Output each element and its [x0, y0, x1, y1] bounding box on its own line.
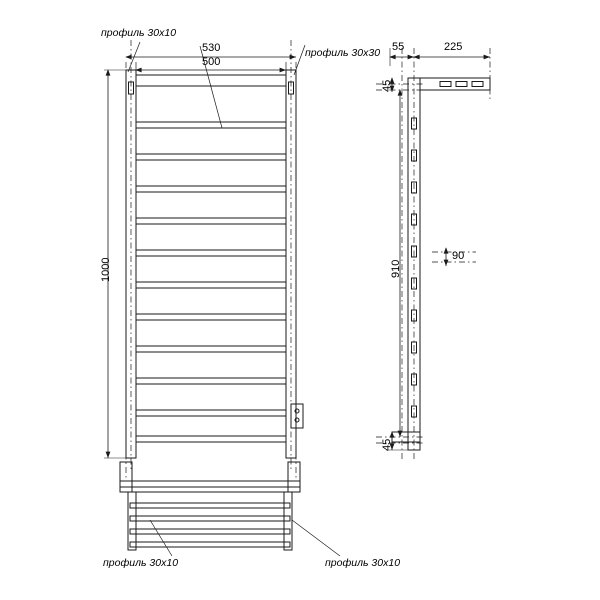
dimension-side-depth-small: 55 — [392, 41, 405, 53]
dimension-width-outer: 530 — [202, 42, 221, 54]
dimension-side-depth-large: 225 — [444, 41, 463, 53]
side-view-centerlines — [376, 48, 490, 460]
label-profile-top-right: профиль 30x30 — [305, 47, 381, 59]
control-box — [291, 404, 303, 428]
dimension-side-top-offset: 45 — [381, 79, 393, 92]
label-profile-bottom-right: профиль 30x10 — [325, 557, 401, 569]
dimension-side-height: 910 — [390, 259, 402, 278]
dimension-width-inner: 500 — [202, 56, 221, 68]
front-view-group — [120, 70, 303, 550]
front-view-centerlines — [126, 40, 296, 478]
rungs — [136, 122, 286, 442]
label-profile-bottom-left: профиль 30x10 — [103, 557, 179, 569]
shelf-rungs — [130, 503, 290, 547]
dimension-side-bottom-offset: 45 — [381, 438, 393, 451]
side-view-group — [392, 78, 490, 450]
side-view-dimensions — [386, 48, 490, 450]
dimension-height-main: 1000 — [100, 257, 112, 282]
label-profile-top-left: профиль 30x10 — [101, 27, 177, 39]
right-post — [286, 70, 296, 458]
dimension-side-mid-offset: 90 — [452, 250, 465, 262]
shelf-top-bar — [120, 481, 300, 487]
left-post — [126, 70, 136, 458]
leader-lines — [128, 42, 340, 556]
side-top-arm — [420, 78, 490, 90]
front-view-dimensions — [104, 57, 296, 458]
